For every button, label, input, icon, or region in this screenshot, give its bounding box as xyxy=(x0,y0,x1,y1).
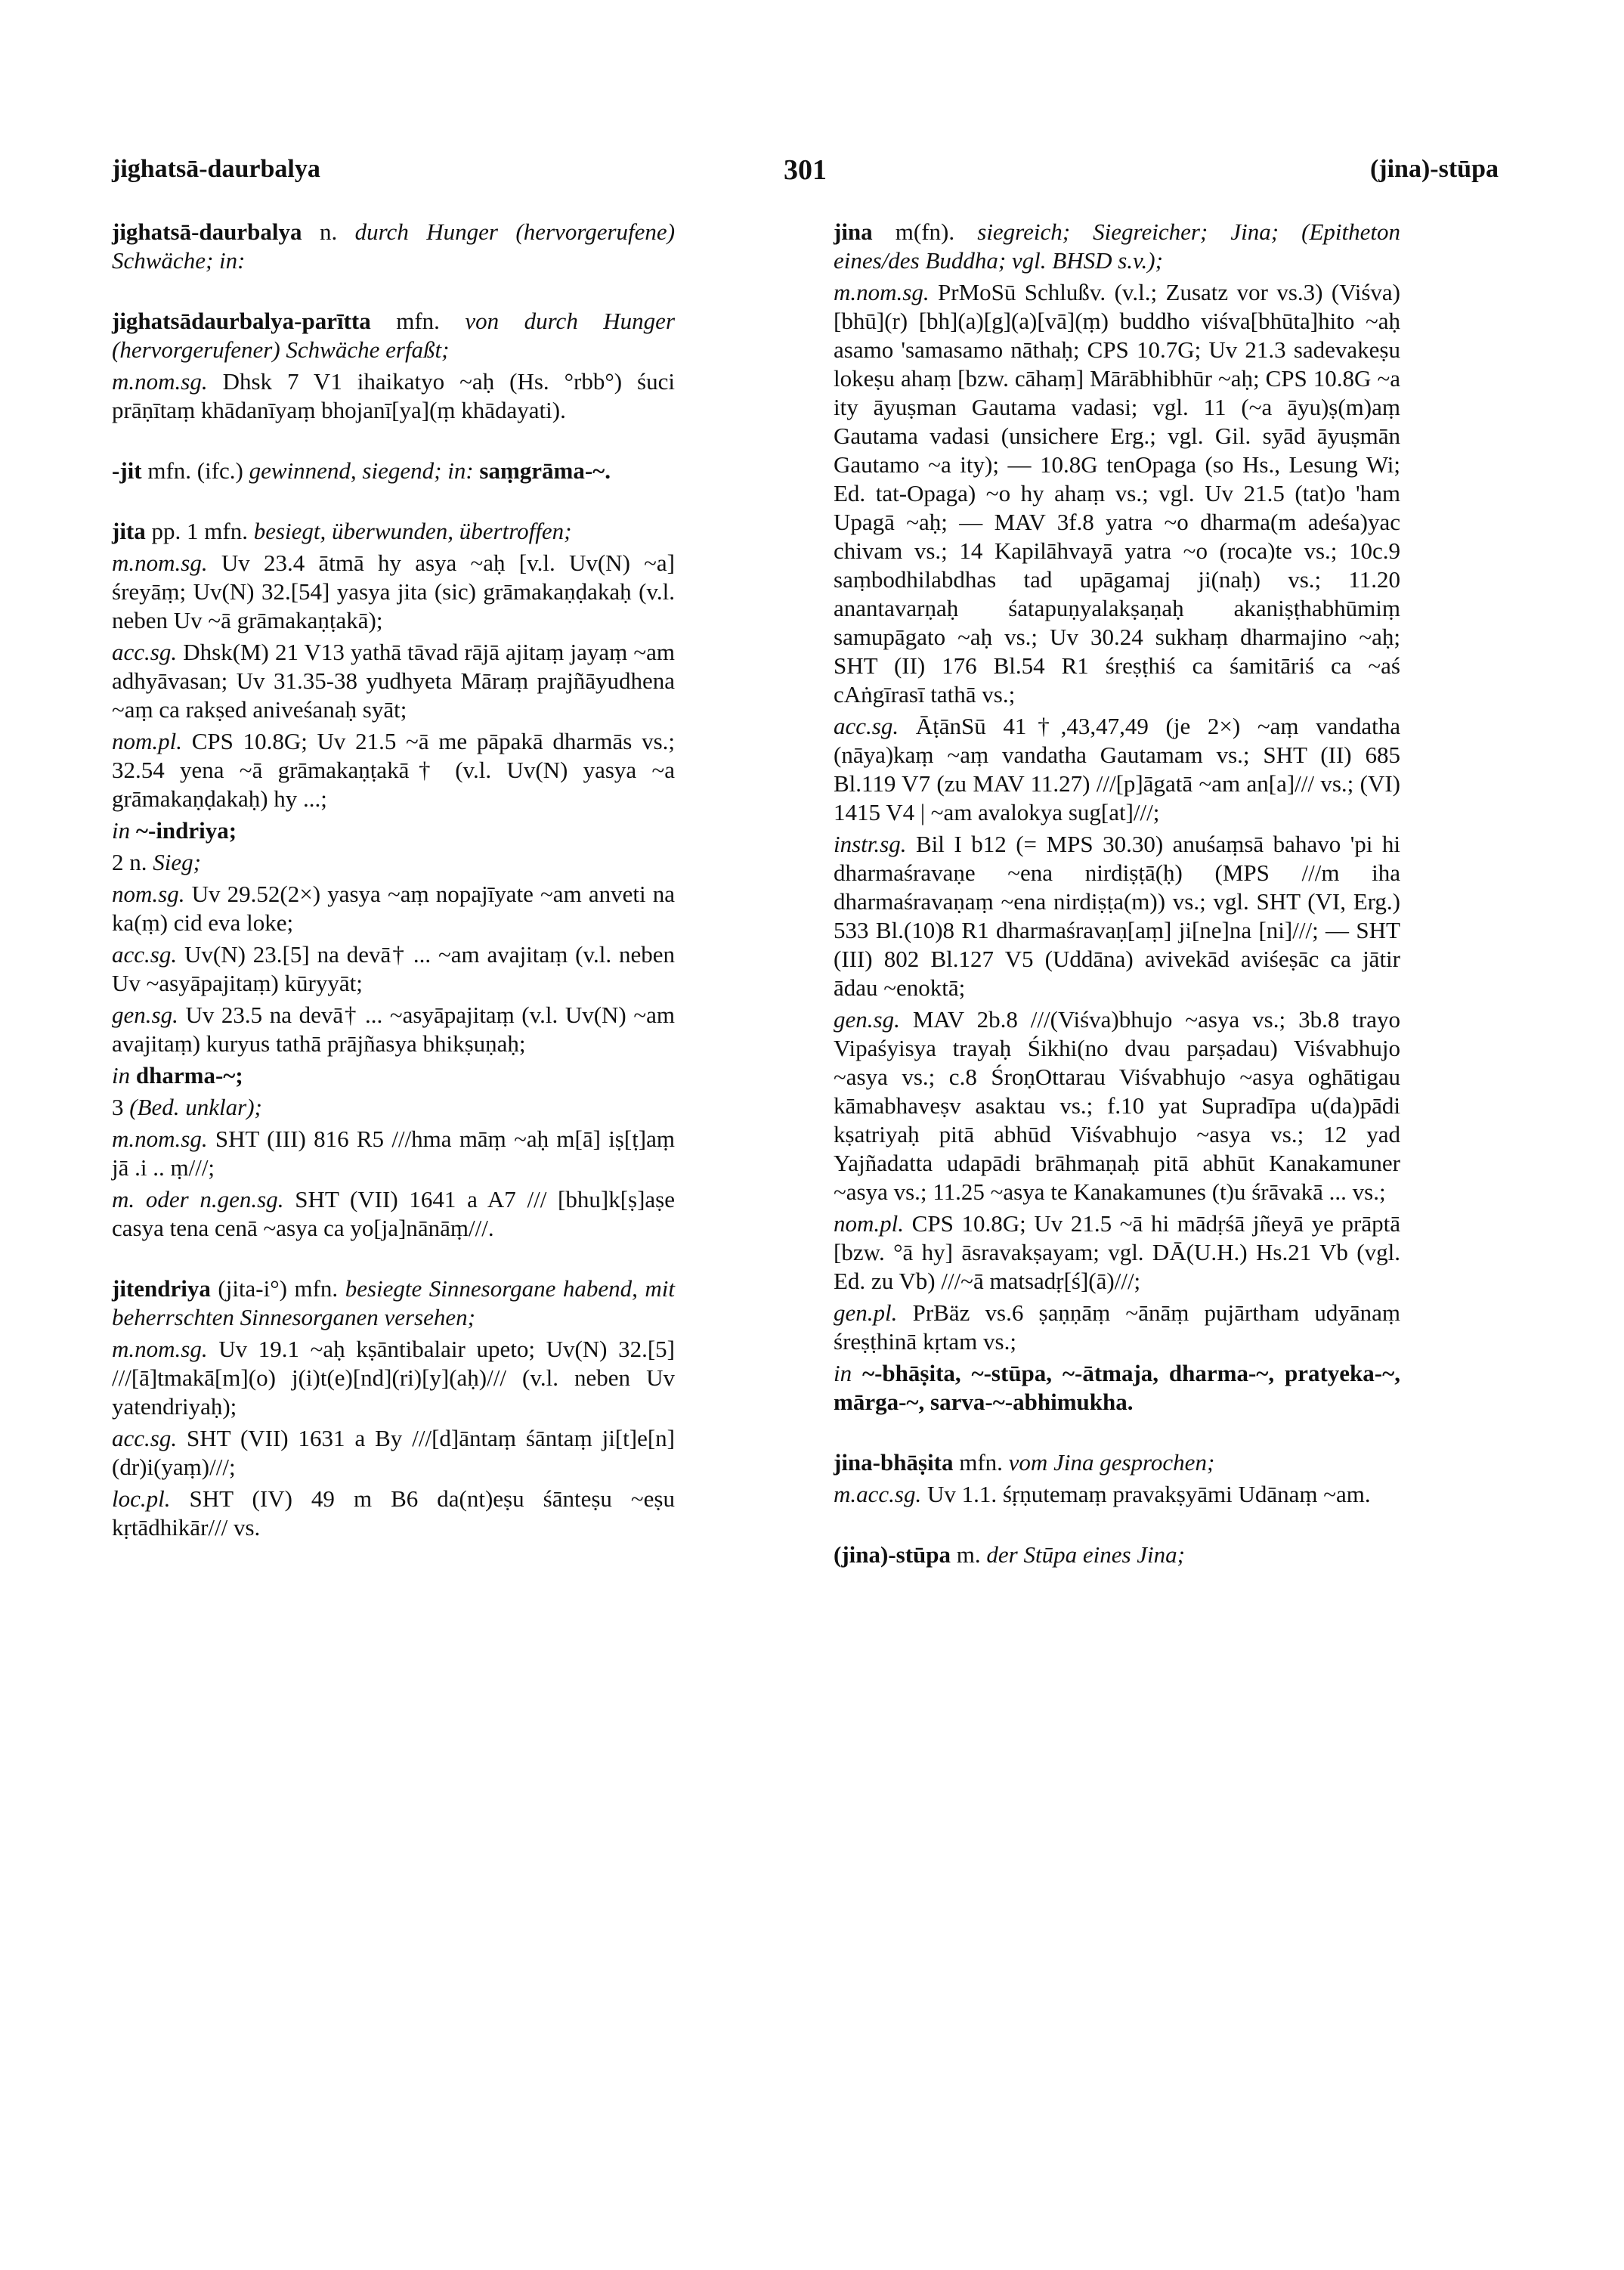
citation: Dhsk(M) 21 V13 yathā tāvad rājā ajitaṃ jayaṃ ~am adhyāvasan; Uv 31.35-38 yudhyeta Māraṃ prajñāyudhena ~aṃ ca rakṣed aniveśanaḥ syāt; xyxy=(112,639,675,723)
grammar: n. xyxy=(319,218,338,245)
gloss: siegreich; Siegreicher; Jina; (Epitheton eines/des Buddha; vgl. BHSD s.v.); xyxy=(834,218,1400,274)
form-label: acc.sg. xyxy=(112,1425,178,1451)
grammar: mfn. (ifc.) xyxy=(147,457,243,484)
gloss: vom Jina gesprochen; xyxy=(1008,1449,1215,1476)
grammar: (jita-i°) mfn. xyxy=(218,1275,339,1302)
compound-list: ~-bhāṣita, ~-stūpa, ~-ātmaja, dharma-~, pratyeka-~, mārga-~, sarva-~-abhimukha. xyxy=(834,1360,1400,1415)
gloss: der Stūpa eines Jina; xyxy=(986,1541,1185,1568)
citation: PrMoSū Schlußv. (v.l.; Zusatz vor vs.3) (Viśva)[bhū](r) [bh](a)[g](a)[vā](ṃ) buddho viśva[bhūta]hito ~aḥ asamo 'samasamo nāthaḥ; CPS 10.7G; Uv 21.3 sadevakeṣu lokeṣu ahaṃ [bzw. cāhaṃ] Mārābhibhūr ~aḥ; CPS 10.8G ~a ity āyuṣman Gautama vadasi; vgl. 11 (~a āyu)ṣ(m)aṃ Gautama vadasi (unsichere Erg.; vgl. Gil. syād āyuṣmān Gautamo ~a ity); — 10.8G tenOpaga (so Hs., Lesung Wi; Ed. tat-Opaga) ~o hy ahaṃ vs.; vgl. Uv 21.5 (tat)o 'ham Upagā ~aḥ; — MAV 3f.8 yatra ~o dharma(m adeśa)yac chivam vs.; 14 Kapilāhvayā yatra ~o (roca)te vs.; 10c.9 saṃbodhilabdhas tad upāgamaj ji(naḥ) vs.; 11.20 anantavarṇaḥ śatapuṇyalakṣaṇaḥ akaniṣṭhabhūmiṃ samupāgato ~aḥ vs.; Uv 30.24 sukhaṃ dharmajino ~aḥ; SHT (II) 176 Bl.54 R1 śreṣṭhiś ca śamitāriś ca ~aś cAṅgīrasī tathā vs.; xyxy=(834,279,1400,708)
form-label: gen.sg. xyxy=(112,1002,178,1028)
gloss: durch Hunger (hervorgerufene) Schwäche; in: xyxy=(112,218,676,274)
left-column xyxy=(112,218,675,1574)
gloss: besiegte Sinnesorgane habend, mit beherrschten Sinnesorganen versehen; xyxy=(112,1275,676,1330)
citation: SHT (VII) 1641 a A7 /// [bhu]k[ṣ]aṣe casya tena cenā ~asya ca yo[ja]nānāṃ///. xyxy=(112,1186,675,1241)
grammar: mfn. xyxy=(396,308,440,334)
form-label: acc.sg. xyxy=(112,941,178,968)
entry-jina xyxy=(834,218,1400,1417)
citation: Uv 23.4 ātmā hy asya ~aḥ [v.l. Uv(N) ~a] śreyāṃ; Uv(N) 32.[54] yasya jita (sic) grāmakaṇḍakaḥ (v.l. neben Uv ~ā grāmakaṇṭakā); xyxy=(112,550,675,633)
page-number: 301 xyxy=(784,154,827,186)
citation: ĀṭānSū 41†,43,47,49 (je 2×) ~aṃ vandatha (nāya)kaṃ ~aṃ vandatha Gautamam vs.; SHT (II) 685 Bl.119 V7 (zu MAV 11.27) ///[p]āgatā ~am an[a]/// vs.; (VI) 1415 V4 | ~am avalokya sug[at]///; xyxy=(834,713,1400,825)
citation: Uv 29.52(2×) yasya ~aṃ nopajīyate ~am anveti na ka(ṃ) cid eva loke; xyxy=(112,881,676,936)
form-label: m. oder n.gen.sg. xyxy=(112,1186,284,1212)
gloss: Sieg; xyxy=(153,849,201,875)
form-label: in xyxy=(834,1360,852,1386)
citation: PrBäz vs.6 ṣaṇṇāṃ ~ānāṃ pujārtham udyānaṃ śreṣṭhinā kṛtam vs.; xyxy=(834,1299,1401,1355)
citation: CPS 10.8G; Uv 21.5 ~ā hi mādṛśā jñeyā ye prāptā [bzw. °ā hy] āsravakṣayam; vgl. DĀ(U.H.) Hs.21 Vb (vgl. Ed. zu Vb) ///~ā matsadṛ[ś](ā)///; xyxy=(834,1210,1401,1294)
form-label: gen.pl. xyxy=(834,1299,898,1326)
form-label: m.nom.sg. xyxy=(112,550,208,576)
citation: Uv 1.1. śṛṇutemaṃ pravakṣyāmi Udānaṃ ~am. xyxy=(926,1481,1371,1507)
right-column xyxy=(834,218,1400,1601)
gloss: gewinnend, siegend; in: xyxy=(249,457,474,484)
form-label: loc.pl. xyxy=(112,1485,171,1512)
headword: jighatsā-daurbalya xyxy=(112,218,302,245)
entry-jitendriya xyxy=(112,1274,675,1542)
headword: jina-bhāṣita xyxy=(834,1449,954,1476)
form-label: m.nom.sg. xyxy=(112,1126,208,1152)
citation: CPS 10.8G; Uv 21.5 ~ā me pāpakā dharmās vs.; 32.54 yena ~ā grāmakaṇṭakā† (v.l. Uv(N) yasya ~a grāmakaṇḍakaḥ) hy ...; xyxy=(112,728,675,812)
citation: SHT (IV) 49 m B6 da(nt)eṣu śānteṣu ~eṣu kṛtādhikār/// vs. xyxy=(112,1485,676,1541)
citation: Uv 23.5 na devā† ... ~asyāpajitaṃ (v.l. Uv(N) ~am avajitaṃ) kuryus tathā prājñasya bhikṣuṇaḥ; xyxy=(112,1002,675,1057)
compound: dharma-~; xyxy=(135,1062,243,1089)
entry-jighatsadaurbalya-paritta xyxy=(112,307,675,425)
form-label: acc.sg. xyxy=(112,639,178,665)
citation: MAV 2b.8 ///(Viśva)bhujo ~asya vs.; 3b.8 trayo Vipaśyisya trayaḥ Śikhi(no dvau parṣadau) Viśvabhujo ~asya vs.; c.8 ŚroṇOttarau Viśvabhujo ~asya oghātigau kāmabhaveṣv asaktau vs.; f.10 yat Supradīpa u(da)pādi kṣatriyaḥ pitā abhūd Viśvabhujo ~asya vs.; 12 yad Yajñadatta udapādi brāhmaṇaḥ pitā abhūt Kanakamuner ~asya vs.; 11.25 ~asya te Kanakamunes (t)u śrāvakā ... vs.; xyxy=(834,1006,1400,1205)
form-label: m.nom.sg. xyxy=(834,279,930,305)
gloss: von durch Hunger (hervorgerufener) Schwäche erfaßt; xyxy=(112,308,676,363)
sense-number: 2 n. xyxy=(112,849,147,875)
citation: SHT (III) 816 R5 ///hma māṃ ~aḥ m[ā] iṣ[ṭ]aṃ jā .i .. ṃ///; xyxy=(112,1126,676,1181)
entry-jit xyxy=(112,457,675,485)
citation: SHT (VII) 1631 a By ///[d]āntaṃ śāntaṃ ji[t]e[n](dr)i(yaṃ)///; xyxy=(112,1425,675,1480)
entry-jina-stupa xyxy=(834,1541,1400,1569)
headword: -jit xyxy=(112,457,142,484)
form-label: in xyxy=(112,817,131,844)
grammar: m. xyxy=(956,1541,981,1568)
form-label: in xyxy=(112,1062,131,1089)
form-label: gen.sg. xyxy=(834,1006,900,1033)
form-label: m.acc.sg. xyxy=(834,1481,922,1507)
form-label: nom.pl. xyxy=(112,728,182,754)
compound: ~-indriya; xyxy=(135,817,237,844)
form-label: m.nom.sg. xyxy=(112,1336,208,1362)
headword: jitendriya xyxy=(112,1275,211,1302)
entry-jita xyxy=(112,517,675,1243)
form-label: nom.pl. xyxy=(834,1210,904,1237)
form-label: m.nom.sg. xyxy=(112,368,208,395)
entry-jina-bhasita xyxy=(834,1448,1400,1509)
citation: Uv(N) 23.[5] na devā† ... ~am avajitaṃ (v.l. neben Uv ~asyāpajitaṃ) kūryyāt; xyxy=(112,941,675,996)
gloss: besiegt, überwunden, übertroffen; xyxy=(253,518,572,544)
grammar: pp. 1 mfn. xyxy=(151,518,248,544)
running-head-right: (jina)-stūpa xyxy=(1369,155,1499,183)
compound: saṃgrāma-~. xyxy=(479,457,611,484)
form-label: instr.sg. xyxy=(834,831,907,857)
gloss: (Bed. unklar); xyxy=(129,1094,262,1120)
entry-jighatsa-daurbalya xyxy=(112,218,675,275)
running-head xyxy=(112,155,1499,193)
sense-number: 3 xyxy=(112,1094,124,1120)
headword: jita xyxy=(112,518,146,544)
headword: (jina)-stūpa xyxy=(834,1541,951,1568)
citation: Uv 19.1 ~aḥ kṣāntibalair upeto; Uv(N) 32.[5] ///[ā]tmakā[m](o) j(i)t(e)[nd](ri)[y](aḥ)/// (v.l. neben Uv yatendriyaḥ); xyxy=(112,1336,676,1420)
grammar: mfn. xyxy=(959,1449,1003,1476)
grammar: m(fn). xyxy=(895,218,955,245)
form-label: nom.sg. xyxy=(112,881,185,907)
running-head-left: jighatsā-daurbalya xyxy=(112,155,320,183)
headword: jighatsādaurbalya-parītta xyxy=(112,308,371,334)
headword: jina xyxy=(834,218,873,245)
citation: Dhsk 7 V1 ihaikatyo ~aḥ (Hs. °rbb°) śuci prāṇītaṃ khādanīyaṃ bhojanī[ya](ṃ khādayati). xyxy=(112,368,675,423)
form-label: acc.sg. xyxy=(834,713,899,739)
citation: Bil I b12 (= MPS 30.30) anuśaṃsā bahavo 'pi hi dharmaśravaṇe ~ena nirdiṣṭā(ḥ) (MPS ///m iha dharmaśravaṇaṃ ~ena nirdiṣṭa(m)) vs.; vgl. SHT (VI, Erg.) 533 Bl.(10)8 R1 dharmaśravaṇ[aṃ] ji[ne]na [ni]///; — SHT (III) 802 Bl.127 V5 (Uddāna) avivekād aviśeṣāc ca jātir ādau ~enoktā; xyxy=(834,831,1401,1001)
